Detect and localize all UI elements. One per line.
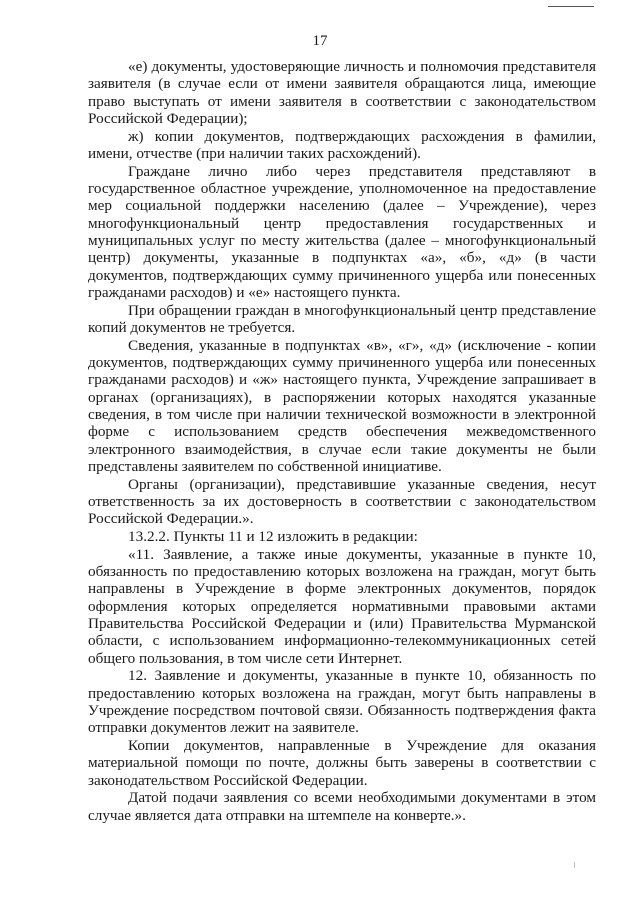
page-number: 17: [312, 33, 328, 49]
top-rule: [548, 6, 594, 7]
paragraph-citizens-submit: Граждане лично либо через представителя представляют в государственное областное учреждение, уполномоченное на предоставление мер социальной поддержки населению (далее – Учреждение), через многофункциональный центр предоставления государственных и муниципальных услуг по месту жительства (далее – многофункциональный центр) документы, указанные в подпунктах «а», «б», «д» (в части документов, подтверждающих сумму причиненного ущерба или понесенных гражданами расходов) и «е» настоящего пункта.: [88, 162, 596, 301]
paragraph-amendment-13-2-2: 13.2.2. Пункты 11 и 12 изложить в редакции:: [128, 528, 418, 546]
paragraph-copies-certified: Копии документов, направленные в Учреждение для оказания материальной помощи по почте, должны быть заверены в соответствии с законодательством Российской Федерации.: [88, 737, 596, 789]
paragraph-zh-copies: ж) копии документов, подтверждающих расхождения в фамилии, имени, отчестве (при наличии таких расхождений).: [88, 127, 596, 162]
scan-mark: [574, 862, 575, 868]
paragraph-e-documents: «е) документы, удостоверяющие личность и полномочия представителя заявителя (в случае если от имени заявителя обращаются лица, имеющие право выступать от имени заявителя в соответствии с законодательством Российской Федерации);: [88, 58, 596, 127]
paragraph-mfc-copies: При обращении граждан в многофункциональный центр представление копий документов не требуется.: [88, 301, 596, 336]
paragraph-item-11: «11. Заявление, а также иные документы, указанные в пункте 10, обязанность по предоставлению которых возложена на граждан, могут быть направлены в Учреждение в форме электронных документов, порядок оформления которых определяется нормативными правовыми актами Правительства Российской Федерации и (или) Правительства Мурманской области, с использованием информационно-телекоммуникационных сетей общего пользования, в том числе сети Интернет.: [88, 545, 596, 667]
paragraph-information-request: Сведения, указанные в подпунктах «в», «г», «д» (исключение - копии документов, подтверждающих сумму причиненного ущерба или понесенных гражданами расходов) и «ж» настоящего пункта, Учреждение запрашивает в органах (организациях), в распоряжении которых находятся указанные сведения, в том числе при наличии технической возможности в электронной форме с использованием средств обеспечения межведомственного электронного взаимодействия, в случае если такие документы не были представлены заявителем по собственной инициативе.: [88, 336, 596, 475]
document-body: [88, 58, 596, 824]
paragraph-submission-date: Датой подачи заявления со всеми необходимыми документами в этом случае является дата отправки на штемпеле на конверте.».: [88, 789, 596, 824]
paragraph-bodies-responsibility: Органы (организации), представившие указанные сведения, несут ответственность за их достоверность в соответствии с законодательством Российской Федерации.».: [88, 475, 596, 528]
paragraph-item-12: 12. Заявление и документы, указанные в пункте 10, обязанность по предоставлению которых возложена на граждан, могут быть направлены в Учреждение посредством почтовой связи. Обязанность подтверждения факта отправки документов лежит на заявителе.: [88, 667, 596, 737]
